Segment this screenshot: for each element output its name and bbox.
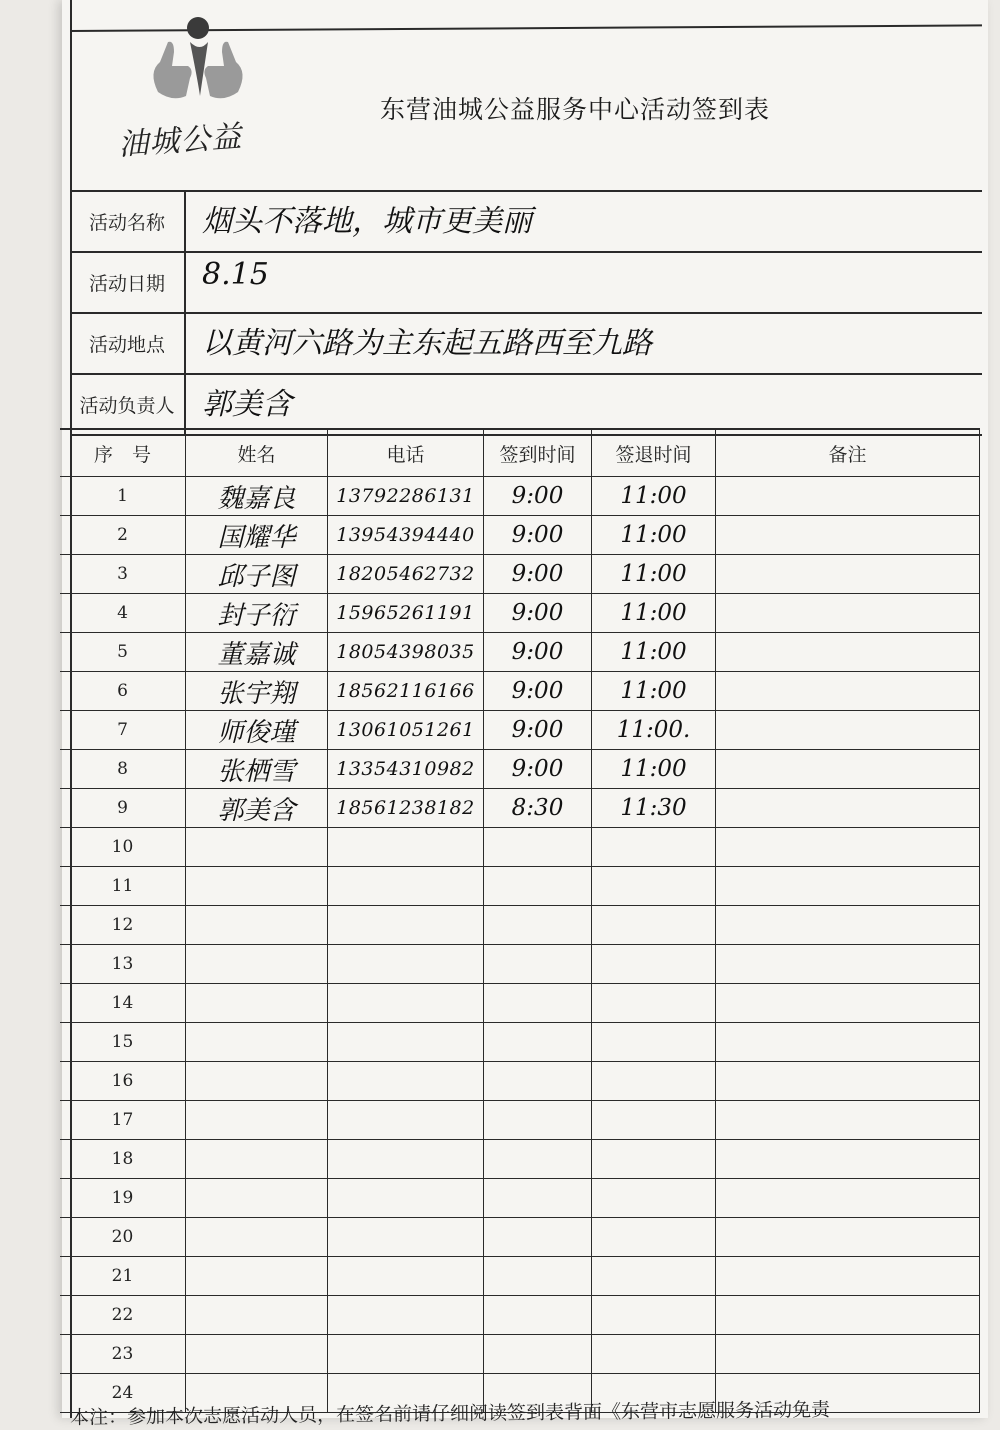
checkout-cell <box>592 555 716 593</box>
name-cell <box>186 1335 328 1373</box>
phone-cell-text: 13792286131 <box>336 485 475 507</box>
checkout-cell <box>592 477 716 515</box>
phone-cell <box>328 945 484 983</box>
seq-cell-text: 7 <box>117 720 128 740</box>
table-row <box>60 672 980 711</box>
activity-leader-label: 活动负责人 <box>70 375 186 434</box>
checkout-cell-text: 11:00 <box>620 600 687 626</box>
name-cell-text: 国耀华 <box>217 522 296 553</box>
name-cell-text: 董嘉诚 <box>217 639 296 670</box>
checkout-cell <box>592 867 716 905</box>
checkout-cell <box>592 1335 716 1373</box>
table-row <box>60 789 980 828</box>
seq-cell <box>60 1140 186 1178</box>
checkout-cell <box>592 1296 716 1334</box>
phone-cell-text: 18561238182 <box>336 797 475 819</box>
remarks-cell <box>716 1296 980 1334</box>
header-seq: 序 号 <box>60 430 186 476</box>
name-cell-text: 张宇翔 <box>217 678 296 709</box>
remarks-cell <box>716 1062 980 1100</box>
checkout-cell <box>592 1218 716 1256</box>
remarks-cell <box>716 1257 980 1295</box>
table-row <box>60 594 980 633</box>
seq-cell-text: 17 <box>111 1110 134 1130</box>
checkin-cell-text: 8:30 <box>511 795 564 821</box>
seq-cell <box>60 477 186 515</box>
phone-cell <box>328 1335 484 1373</box>
checkout-cell-text: 11:00 <box>620 639 687 665</box>
sign-in-table <box>60 428 980 1413</box>
name-cell <box>186 1218 328 1256</box>
activity-location-label: 活动地点 <box>70 314 186 373</box>
checkout-cell <box>592 828 716 866</box>
phone-cell <box>328 555 484 593</box>
checkout-cell <box>592 672 716 710</box>
checkin-cell <box>484 516 592 554</box>
name-cell <box>186 672 328 710</box>
checkout-cell <box>592 516 716 554</box>
phone-cell-text: 13954394440 <box>336 524 475 546</box>
seq-cell <box>60 828 186 866</box>
checkout-cell-text: 11:00 <box>620 756 687 782</box>
checkout-cell <box>592 789 716 827</box>
name-cell-text: 张栖雪 <box>217 756 296 787</box>
logo-text: 油城公益 <box>117 119 244 163</box>
remarks-cell <box>716 1335 980 1373</box>
remarks-cell <box>716 1179 980 1217</box>
phone-cell <box>328 477 484 515</box>
name-cell <box>186 750 328 788</box>
checkin-cell <box>484 1140 592 1178</box>
name-cell <box>186 1179 328 1217</box>
name-cell <box>186 1140 328 1178</box>
header-remarks: 备注 <box>716 430 980 476</box>
remarks-cell <box>716 828 980 866</box>
seq-cell-text: 19 <box>111 1188 134 1208</box>
checkin-cell-text: 9:00 <box>511 522 564 548</box>
seq-cell-text: 16 <box>111 1071 134 1091</box>
checkin-cell <box>484 1101 592 1139</box>
phone-cell <box>328 1296 484 1334</box>
table-row <box>60 1062 980 1101</box>
header-name: 姓名 <box>186 430 328 476</box>
checkin-cell <box>484 984 592 1022</box>
name-cell <box>186 828 328 866</box>
checkin-cell <box>484 789 592 827</box>
name-cell <box>186 594 328 632</box>
name-cell <box>186 1023 328 1061</box>
phone-cell <box>328 1101 484 1139</box>
name-cell <box>186 711 328 749</box>
phone-cell <box>328 789 484 827</box>
table-row <box>60 984 980 1023</box>
remarks-cell <box>716 906 980 944</box>
remarks-cell <box>716 477 980 515</box>
activity-name-value: 烟头不落地，城市更美丽 <box>202 204 532 239</box>
checkout-cell <box>592 633 716 671</box>
seq-cell <box>60 555 186 593</box>
phone-cell-text: 13061051261 <box>336 719 475 741</box>
name-cell <box>186 555 328 593</box>
checkin-cell <box>484 1218 592 1256</box>
seq-cell <box>60 1218 186 1256</box>
remarks-cell <box>716 1023 980 1061</box>
phone-cell-text: 13354310982 <box>336 758 475 780</box>
phone-cell <box>328 633 484 671</box>
name-cell <box>186 633 328 671</box>
remarks-cell <box>716 633 980 671</box>
phone-cell-text: 18205462732 <box>336 563 475 585</box>
phone-cell <box>328 750 484 788</box>
table-row <box>60 1218 980 1257</box>
remarks-cell <box>716 1140 980 1178</box>
phone-cell <box>328 1062 484 1100</box>
seq-cell-text: 23 <box>111 1344 134 1364</box>
checkout-cell <box>592 1140 716 1178</box>
table-row <box>60 711 980 750</box>
seq-cell <box>60 633 186 671</box>
seq-cell-text: 24 <box>111 1383 134 1403</box>
checkin-cell <box>484 945 592 983</box>
name-cell <box>186 1257 328 1295</box>
seq-cell-text: 20 <box>111 1227 134 1247</box>
checkin-cell <box>484 672 592 710</box>
thumbs-up-logo-icon <box>138 12 258 112</box>
checkin-cell <box>484 555 592 593</box>
name-cell <box>186 789 328 827</box>
name-cell <box>186 1062 328 1100</box>
checkin-cell-text: 9:00 <box>511 600 564 626</box>
phone-cell <box>328 828 484 866</box>
remarks-cell <box>716 672 980 710</box>
seq-cell <box>60 1062 186 1100</box>
seq-cell <box>60 945 186 983</box>
checkout-cell <box>592 1257 716 1295</box>
phone-cell <box>328 711 484 749</box>
checkout-cell <box>592 906 716 944</box>
checkout-cell-text: 11:00 <box>620 678 687 704</box>
checkout-cell <box>592 750 716 788</box>
seq-cell <box>60 711 186 749</box>
name-cell <box>186 477 328 515</box>
checkin-cell <box>484 750 592 788</box>
seq-cell <box>60 1023 186 1061</box>
name-cell <box>186 945 328 983</box>
remarks-cell <box>716 984 980 1022</box>
info-row-activity-date <box>70 253 982 314</box>
seq-cell <box>60 867 186 905</box>
checkout-cell-text: 11:00 <box>620 522 687 548</box>
phone-cell <box>328 1218 484 1256</box>
seq-cell-text: 4 <box>117 603 128 623</box>
checkin-cell-text: 9:00 <box>511 717 564 743</box>
checkout-cell <box>592 1023 716 1061</box>
phone-cell <box>328 594 484 632</box>
table-row <box>60 945 980 984</box>
seq-cell-text: 5 <box>117 642 128 662</box>
checkout-cell <box>592 945 716 983</box>
phone-cell-text: 15965261191 <box>336 602 475 624</box>
name-cell <box>186 867 328 905</box>
phone-cell <box>328 984 484 1022</box>
checkin-cell-text: 9:00 <box>511 756 564 782</box>
seq-cell <box>60 1335 186 1373</box>
table-row <box>60 1023 980 1062</box>
seq-cell-text: 18 <box>111 1149 134 1169</box>
activity-date-value: 8.15 <box>202 257 269 292</box>
table-row <box>60 906 980 945</box>
table-row <box>60 633 980 672</box>
remarks-cell <box>716 711 980 749</box>
remarks-cell <box>716 750 980 788</box>
seq-cell <box>60 1101 186 1139</box>
header-checkin-time: 签到时间 <box>484 430 592 476</box>
checkin-cell <box>484 1257 592 1295</box>
remarks-cell <box>716 594 980 632</box>
seq-cell-text: 15 <box>111 1032 134 1052</box>
phone-cell <box>328 672 484 710</box>
table-row <box>60 1179 980 1218</box>
checkin-cell-text: 9:00 <box>511 561 564 587</box>
seq-cell-text: 11 <box>111 876 134 896</box>
remarks-cell <box>716 867 980 905</box>
seq-cell <box>60 906 186 944</box>
phone-cell <box>328 1023 484 1061</box>
seq-cell-text: 9 <box>117 798 128 818</box>
phone-cell <box>328 867 484 905</box>
seq-cell <box>60 750 186 788</box>
seq-cell-text: 2 <box>117 525 128 545</box>
table-row <box>60 1335 980 1374</box>
checkout-cell <box>592 1179 716 1217</box>
name-cell-text: 郭美含 <box>217 795 296 826</box>
seq-cell <box>60 1257 186 1295</box>
info-row-activity-location <box>70 314 982 375</box>
seq-cell-text: 6 <box>117 681 128 701</box>
checkin-cell <box>484 633 592 671</box>
table-row <box>60 516 980 555</box>
checkin-cell <box>484 1062 592 1100</box>
checkout-cell <box>592 711 716 749</box>
info-row-activity-leader <box>70 375 982 436</box>
activity-date-label: 活动日期 <box>70 253 186 312</box>
seq-cell-text: 8 <box>117 759 128 779</box>
phone-cell <box>328 1179 484 1217</box>
name-cell-text: 师俊瑾 <box>217 717 296 748</box>
seq-cell-text: 14 <box>111 993 134 1013</box>
remarks-cell <box>716 1101 980 1139</box>
table-row <box>60 750 980 789</box>
name-cell-text: 魏嘉良 <box>217 483 296 514</box>
name-cell <box>186 516 328 554</box>
seq-cell <box>60 789 186 827</box>
phone-cell <box>328 906 484 944</box>
checkout-cell-text: 11:00 <box>620 561 687 587</box>
table-row <box>60 828 980 867</box>
seq-cell-text: 21 <box>111 1266 134 1286</box>
checkin-cell <box>484 906 592 944</box>
seq-cell <box>60 672 186 710</box>
remarks-cell <box>716 516 980 554</box>
checkout-cell-text: 11:00. <box>616 717 691 743</box>
remarks-cell <box>716 945 980 983</box>
checkin-cell-text: 9:00 <box>511 678 564 704</box>
table-row <box>60 1296 980 1335</box>
checkin-cell-text: 9:00 <box>511 639 564 665</box>
name-cell-text: 邱子图 <box>217 561 296 592</box>
name-cell <box>186 1296 328 1334</box>
checkout-cell <box>592 984 716 1022</box>
activity-leader-value: 郭美含 <box>202 387 292 422</box>
table-row <box>60 867 980 906</box>
footer-note: 本注：参加本次志愿活动人员，在签名前请仔细阅读签到表背面《东营市志愿服务活动免责 <box>69 1398 831 1429</box>
phone-cell-text: 18562116166 <box>336 680 475 702</box>
seq-cell-text: 3 <box>117 564 128 584</box>
remarks-cell <box>716 1218 980 1256</box>
seq-cell <box>60 594 186 632</box>
activity-location-value: 以黄河六路为主东起五路西至九路 <box>202 326 652 361</box>
seq-cell-text: 12 <box>111 915 134 935</box>
table-row <box>60 1140 980 1179</box>
phone-cell-text: 18054398035 <box>336 641 475 663</box>
checkin-cell <box>484 828 592 866</box>
name-cell <box>186 1101 328 1139</box>
checkin-cell <box>484 1023 592 1061</box>
checkin-cell <box>484 477 592 515</box>
phone-cell <box>328 516 484 554</box>
remarks-cell <box>716 789 980 827</box>
header-phone: 电话 <box>328 430 484 476</box>
seq-cell <box>60 516 186 554</box>
info-row-activity-name <box>70 190 982 253</box>
checkin-cell-text: 9:00 <box>511 483 564 509</box>
checkin-cell <box>484 867 592 905</box>
phone-cell <box>328 1140 484 1178</box>
checkin-cell <box>484 1179 592 1217</box>
name-cell <box>186 906 328 944</box>
checkin-cell <box>484 1335 592 1373</box>
phone-cell <box>328 1257 484 1295</box>
seq-cell <box>60 984 186 1022</box>
seq-cell-text: 22 <box>111 1305 134 1325</box>
seq-cell <box>60 1179 186 1217</box>
activity-name-label: 活动名称 <box>70 192 186 251</box>
checkout-cell <box>592 1101 716 1139</box>
table-row <box>60 1257 980 1296</box>
seq-cell-text: 1 <box>117 486 128 506</box>
checkout-cell-text: 11:00 <box>620 483 687 509</box>
checkout-cell <box>592 594 716 632</box>
logo <box>118 12 288 162</box>
checkin-cell <box>484 711 592 749</box>
table-header <box>60 428 980 477</box>
checkin-cell <box>484 594 592 632</box>
table-row <box>60 1101 980 1140</box>
table-row <box>60 555 980 594</box>
name-cell <box>186 984 328 1022</box>
remarks-cell <box>716 555 980 593</box>
seq-cell-text: 13 <box>111 954 134 974</box>
header-checkout-time: 签退时间 <box>592 430 716 476</box>
seq-cell-text: 10 <box>111 837 134 857</box>
table-row <box>60 477 980 516</box>
page-title: 东营油城公益服务中心活动签到表 <box>380 95 771 124</box>
name-cell-text: 封子衍 <box>217 600 296 631</box>
activity-info-table <box>70 190 982 436</box>
checkout-cell <box>592 1062 716 1100</box>
checkout-cell-text: 11:30 <box>620 795 687 821</box>
seq-cell <box>60 1296 186 1334</box>
checkin-cell <box>484 1296 592 1334</box>
